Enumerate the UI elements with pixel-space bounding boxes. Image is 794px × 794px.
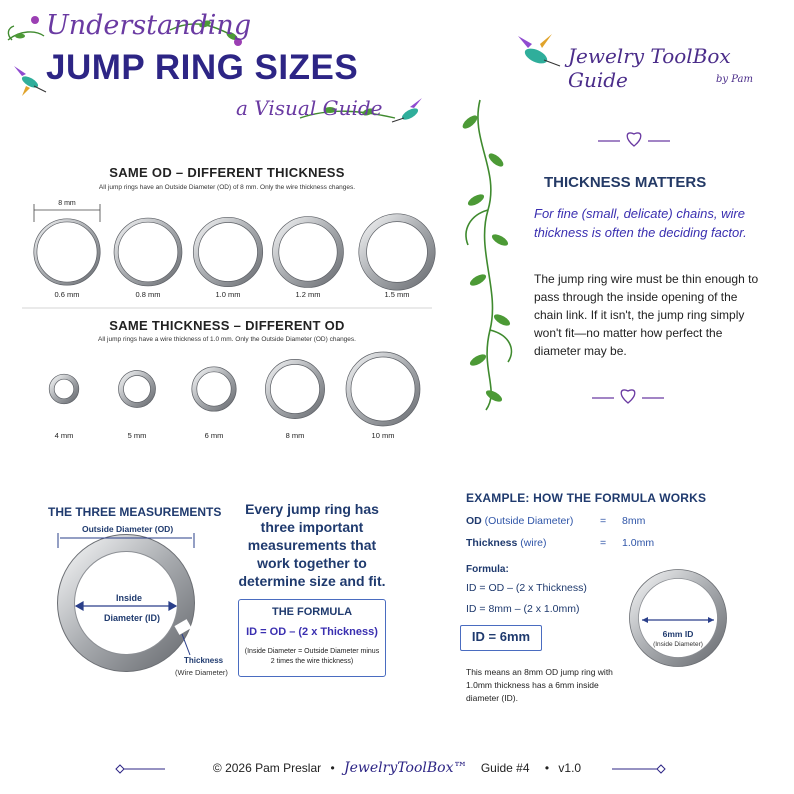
hummingbird-icon — [392, 98, 422, 122]
thickness-ring — [346, 352, 420, 426]
brand-logo-text: Jewelry ToolBox Guide — [568, 44, 731, 92]
thickness-ring — [265, 359, 324, 418]
thickness-ring — [192, 367, 236, 411]
inside-label: Inside — [116, 593, 143, 603]
thickness-ring-label: 5 mm — [127, 431, 147, 440]
example-od-equals: = — [600, 515, 607, 527]
hummingbird-icon — [14, 66, 46, 96]
thickness-ring-label: 6 mm — [204, 431, 224, 440]
every-ring-statement: Every jump ring has three important measurements that work together to determine size and fit. — [238, 501, 386, 589]
example-ring-id-label: 6mm ID — [662, 629, 694, 639]
section-thickness-title: SAME THICKNESS – DIFFERENT OD — [109, 318, 345, 333]
footer-separator: • — [544, 761, 550, 775]
od-dimension-label: 8 mm — [58, 200, 76, 207]
footer — [0, 760, 794, 776]
example-thickness-label: Thickness (wire) — [466, 537, 547, 549]
thickness-ring-label: 8 mm — [285, 431, 305, 440]
id-arrow — [76, 602, 176, 610]
measurement-ring-illustration — [58, 535, 195, 672]
od-ring — [359, 214, 435, 290]
od-ring-label: 1.2 mm — [295, 290, 321, 299]
example-formula-line2: ID = 8mm – (2 x 1.0mm) — [466, 603, 580, 615]
od-ring — [273, 217, 344, 288]
example-od-label: OD (Outside Diameter) — [466, 515, 574, 527]
example-od-value: 8mm — [622, 515, 646, 527]
thickness-ring — [119, 371, 156, 408]
example-ring-id-sub: (Inside Diameter) — [653, 641, 703, 648]
id-label: Diameter (ID) — [104, 613, 161, 623]
wire-diameter-label: (Wire Diameter) — [175, 668, 228, 677]
thickness-ring-row — [49, 352, 420, 426]
formula-note: (Inside Diameter = Outside Diameter minus 2 times the wire thickness) — [244, 648, 380, 665]
footer-copyright: © 2026 Pam Preslar — [212, 761, 322, 775]
example-ring-illustration — [630, 570, 727, 667]
footer-brand: JewelryToolBox™ — [344, 760, 468, 776]
od-ring — [193, 217, 262, 286]
example-thickness-value: 1.0mm — [622, 537, 655, 549]
brand-by-text: by Pam — [716, 74, 753, 85]
od-ring-label: 0.6 mm — [54, 290, 80, 299]
page-title: JUMP RING SIZES — [46, 48, 359, 87]
thickness-matters-lead: For fine (small, delicate) chains, wire thickness is often the deciding factor. — [534, 206, 747, 240]
formula-title: THE FORMULA — [271, 606, 353, 618]
od-ring-label: 1.5 mm — [384, 290, 410, 299]
thickness-matters-body: The jump ring wire must be thin enough to pass through the inside opening of the chain link. If it isn't, the jump ring simply won't fit—no matter how perfect the diameter may be. — [534, 272, 759, 358]
example-thickness-equals: = — [600, 537, 607, 549]
footer-separator: • — [330, 761, 335, 775]
thickness-ring-label: 4 mm — [54, 431, 74, 440]
example-formula-line1: ID = OD – (2 x Thickness) — [466, 582, 587, 594]
formula-equation: ID = OD – (2 x Thickness) — [246, 626, 378, 638]
example-formula-heading: Formula: — [466, 564, 509, 575]
thickness-ring — [49, 374, 79, 404]
thickness-ring-label: 10 mm — [371, 431, 395, 440]
example-title: EXAMPLE: HOW THE FORMULA WORKS — [466, 491, 707, 505]
od-ring-label: 0.8 mm — [135, 290, 161, 299]
section-od-title: SAME OD – DIFFERENT THICKNESS — [109, 165, 345, 180]
section-thickness-note: All jump rings have a wire thickness of 1.0 mm. Only the Outside Diameter (OD) changes. — [98, 336, 356, 343]
example-result: ID = 6mm — [471, 629, 531, 644]
od-ring — [114, 218, 182, 286]
header-understanding: Understanding — [46, 10, 252, 41]
example-note: This means an 8mm OD jump ring with 1.0mm thickness has a 6mm inside diameter (ID). — [466, 667, 613, 703]
thickness-label: Thickness — [184, 656, 224, 665]
section-od-note: All jump rings have an Outside Diameter (OD) of 8 mm. Only the wire thickness changes. — [98, 184, 356, 191]
flower-icon — [31, 16, 39, 24]
thickness-matters-title: THICKNESS MATTERS — [544, 174, 707, 191]
od-ring-label: 1.0 mm — [215, 290, 241, 299]
hummingbird-icon — [518, 34, 560, 67]
od-ring — [34, 219, 100, 285]
footer-version: v1.0 — [558, 761, 582, 775]
page-subtitle: a Visual Guide — [236, 96, 383, 120]
measurements-title: THE THREE MEASUREMENTS — [48, 505, 222, 519]
thickness-pointer — [182, 634, 190, 655]
od-label: Outside Diameter (OD) — [82, 524, 174, 534]
od-ring-row — [34, 214, 435, 290]
footer-guide: Guide #4 — [480, 761, 530, 775]
